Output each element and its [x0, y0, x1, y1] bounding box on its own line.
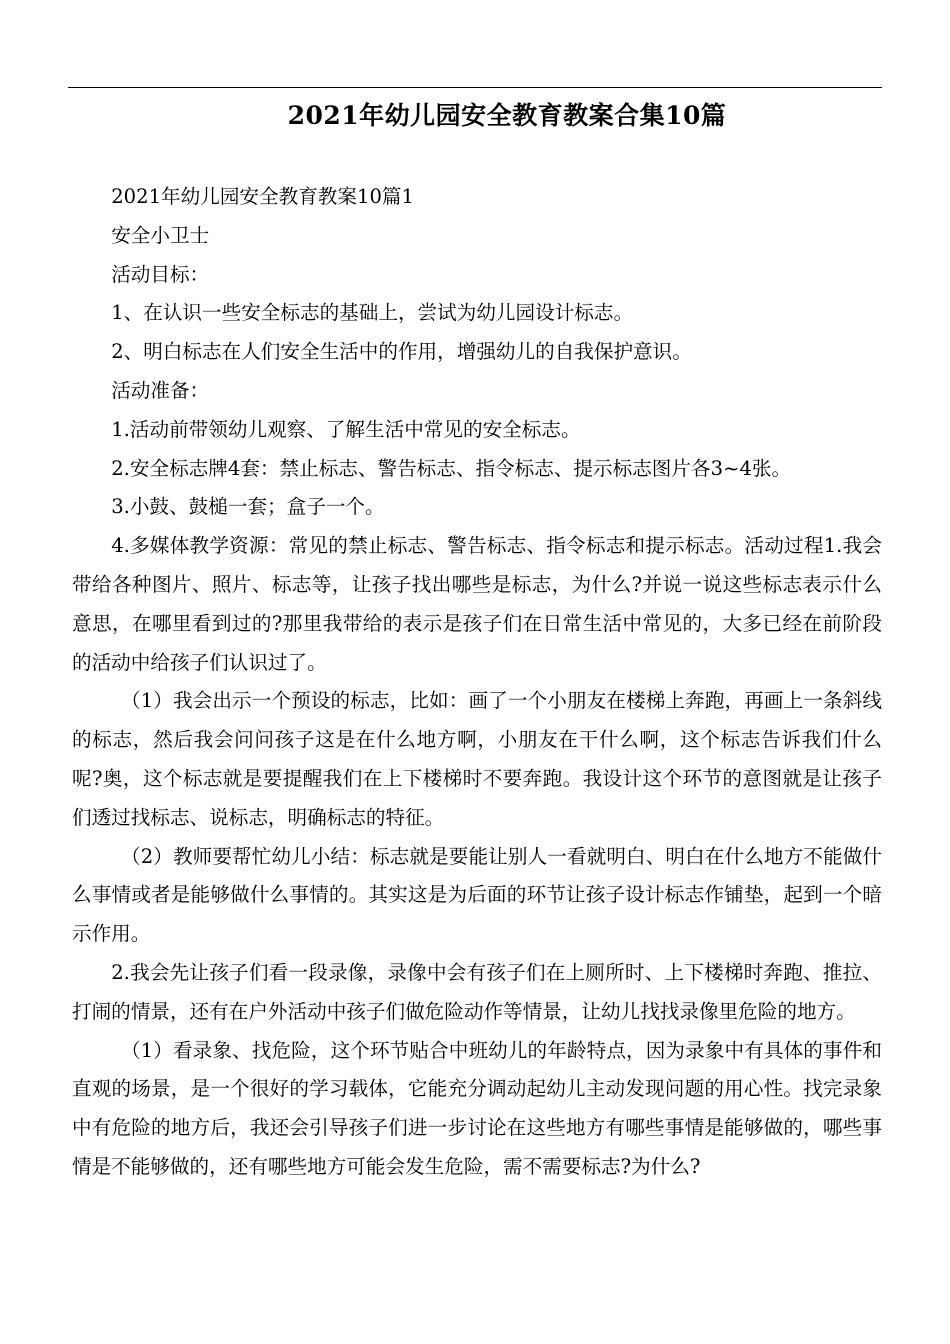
body-paragraph: （1）我会出示一个预设的标志，比如：画了一个小朋友在楼梯上奔跑，再画上一条斜线的标志，然后我会问问孩子这是在什么地方啊，小朋友在干什么啊，这个标志告诉我们什么呢?奥，这个标志就是要提醒我们在上下楼梯时不要奔跑。我设计这个环节的意图就是让孩子们透过找标志、说标志，明确标志的特征。	[72, 689, 882, 829]
preparation-item: 2.安全标志牌4套：禁止标志、警告标志、指令标志、提示标志图片各3~4张。	[111, 456, 792, 480]
preparation-item: 4.多媒体教学资源：常见的禁止标志、警告标志、指令标志和提示标志。活动过程1.我会带给各种图片、照片、标志等，让孩子找出哪些是标志，为什么?并说一说这些标志表示什么意思，在哪里看到过的?那里我带给的表示是孩子们在日常生活中常见的，大多已经在前阶段的活动中给孩子们认识过了。	[72, 534, 882, 674]
document-body	[72, 178, 882, 1187]
body-paragraph: （2）教师要帮忙幼儿小结：标志就是要能让别人一看就明白、明白在什么地方不能做什么事情或者是能够做什么事情的。其实这是为后面的环节让孩子设计标志作铺垫，起到一个暗示作用。	[72, 844, 882, 946]
lesson-title: 安全小卫士	[111, 223, 210, 247]
section-heading: 2021年幼儿园安全教育教案10篇1	[111, 185, 414, 208]
body-paragraph: （1）看录象、找危险，这个环节贴合中班幼儿的年龄特点，因为录象中有具体的事件和直观的场景，是一个很好的学习载体，它能充分调动起幼儿主动发现问题的用心性。找完录象中有危险的地方后，我还会引导孩子们进一步讨论在这些地方有哪些事情是能够做的，哪些事情是不能够做的，还有哪些地方可能会发生危险，需不需要标志?为什么?	[72, 1038, 882, 1178]
header-rule	[68, 87, 882, 88]
objective-item: 1、在认识一些安全标志的基础上，尝试为幼儿园设计标志。	[111, 301, 634, 325]
preparation-item: 3.小鼓、鼓槌一套；盒子一个。	[111, 495, 385, 519]
preparation-heading: 活动准备：	[111, 378, 210, 402]
objective-item: 2、明白标志在人们安全生活中的作用，增强幼儿的自我保护意识。	[111, 340, 692, 364]
preparation-item: 1.活动前带领幼儿观察、了解生活中常见的安全标志。	[111, 417, 581, 441]
objectives-heading: 活动目标：	[111, 262, 210, 286]
document-title: 2021年幼儿园安全教育教案合集10篇	[287, 101, 727, 130]
body-paragraph: 2.我会先让孩子们看一段录像，录像中会有孩子们在上厕所时、上下楼梯时奔跑、推拉、打闹的情景，还有在户外活动中孩子们做危险动作等情景，让幼儿找找录像里危险的地方。	[72, 960, 882, 1023]
